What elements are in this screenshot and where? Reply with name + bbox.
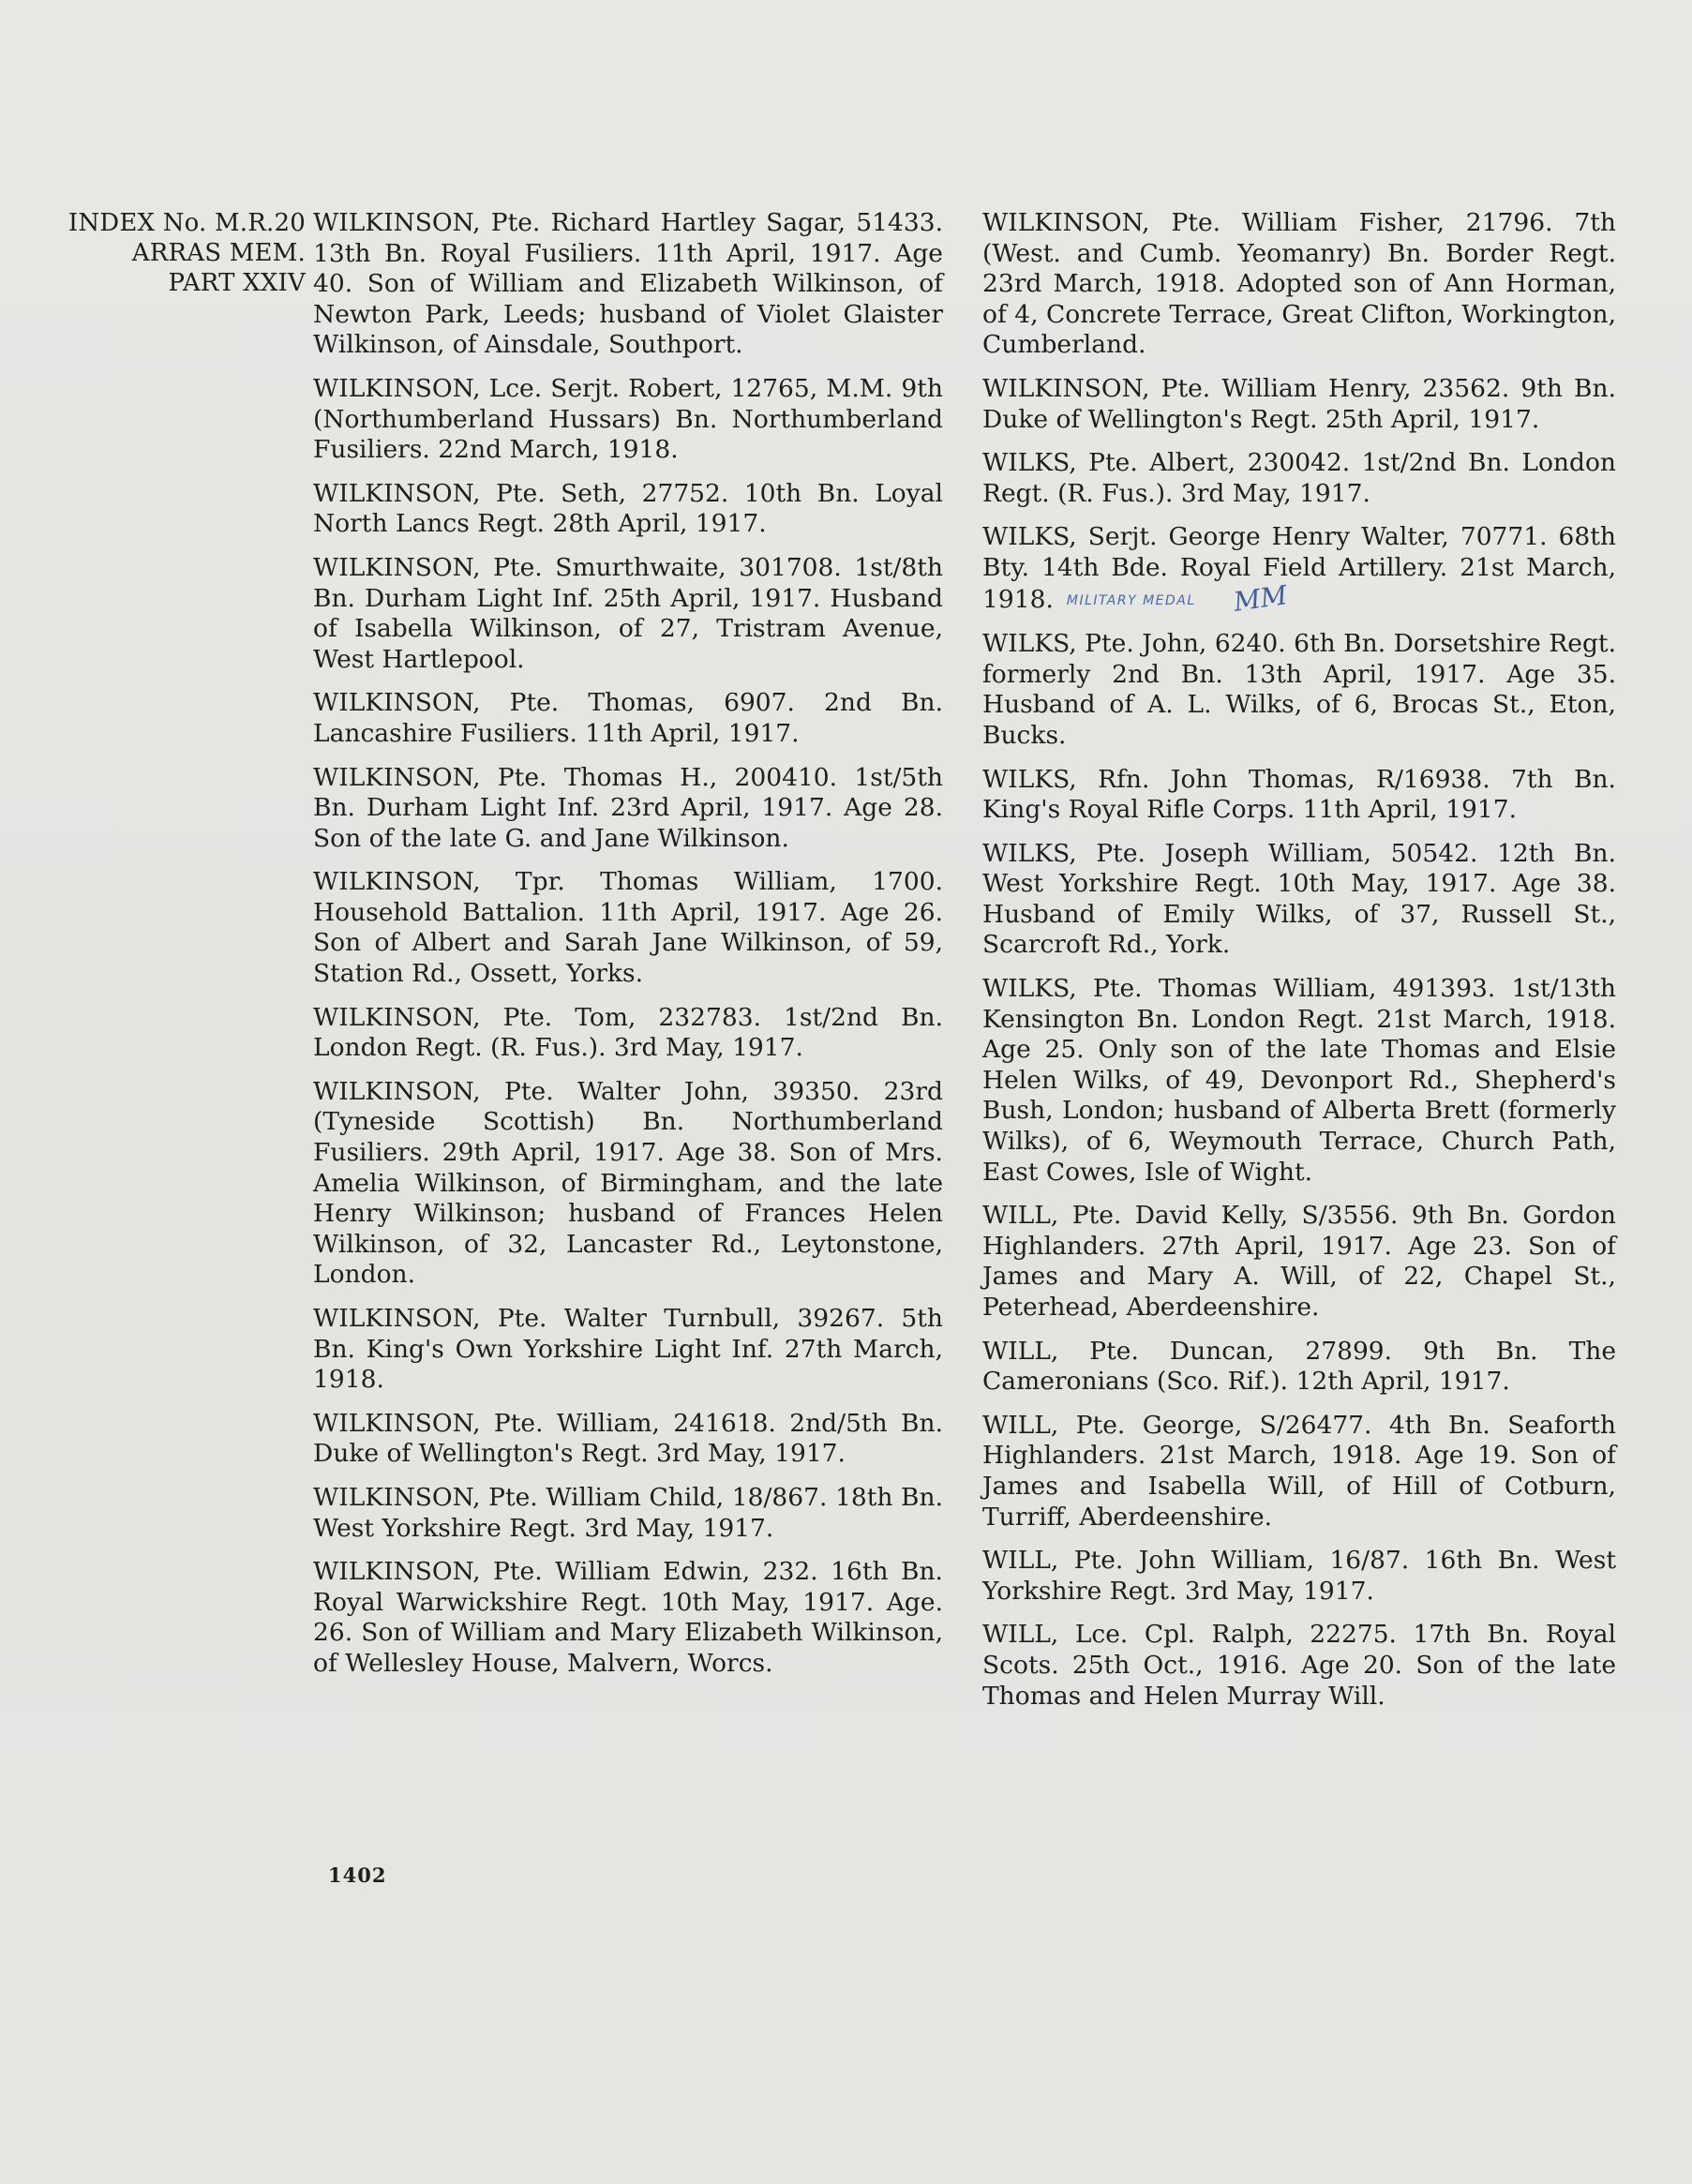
register-entry: WILL, Pte. David Kelly, S/3556. 9th Bn. Gordon Highlanders. 27th April, 1917. Age 23. Son of James and Mary A. Will, of 22, Chapel St., Peterhead, Aberdeenshire. [982,1201,1616,1322]
register-entry: WILKINSON, Lce. Serjt. Robert, 12765, M.M. 9th (Northumberland Hussars) Bn. Northumberland Fusiliers. 22nd March, 1918. [313,373,943,465]
entry-text: WILKS, Serjt. George Henry Walter, 70771. 68th Bty. 14th Bde. Royal Field Artillery. 21st March, 1918. [982,522,1616,614]
register-entry: WILL, Pte. Duncan, 27899. 9th Bn. The Cameronians (Sco. Rif.). 12th April, 1917. [982,1336,1616,1397]
handwritten-initials: MM [1231,578,1289,618]
register-entry: WILL, Lce. Cpl. Ralph, 22275. 17th Bn. Royal Scots. 25th Oct., 1916. Age 20. Son of the late Thomas and Helen Murray Will. [982,1620,1616,1711]
memorial-name: ARRAS MEM. [131,239,306,267]
index-reference [34,208,306,298]
register-entry: WILKINSON, Pte. William Edwin, 232. 16th Bn. Royal Warwickshire Regt. 10th May, 1917. Age. 26. Son of William and Mary Elizabeth Wilkinson, of Wellesley House, Malvern, Worcs. [313,1557,943,1678]
register-entry: WILKINSON, Pte. Richard Hartley Sagar, 51433. 13th Bn. Royal Fusiliers. 11th April, 1917. Age 40. Son of William and Elizabeth Wilkinson, of Newton Park, Leeds; husband of Violet Glaister Wilkinson, of Ainsdale, Southport. [313,208,943,360]
register-entry: WILKINSON, Pte. Thomas, 6907. 2nd Bn. Lancashire Fusiliers. 11th April, 1917. [313,688,943,748]
handwritten-note: MILITARY MEDAL [1066,592,1196,608]
index-number: INDEX No. M.R.20 [67,209,306,237]
register-entry: WILKINSON, Pte. Smurthwaite, 301708. 1st/8th Bn. Durham Light Inf. 25th April, 1917. Husband of Isabella Wilkinson, of 27, Tristram Avenue, West Hartlepool. [313,552,943,674]
register-entry: WILKS, Pte. Joseph William, 50542. 12th Bn. West Yorkshire Regt. 10th May, 1917. Age 38. Husband of Emily Wilks, of 37, Russell St., Scarcroft Rd., York. [982,838,1616,960]
register-entry: WILKS, Pte. John, 6240. 6th Bn. Dorsetshire Regt. formerly 2nd Bn. 13th April, 1917. Age 35. Husband of A. L. Wilks, of 6, Brocas St., Eton, Bucks. [982,629,1616,750]
register-entry: WILKINSON, Pte. William Henry, 23562. 9th Bn. Duke of Wellington's Regt. 25th April, 1917. [982,373,1616,434]
register-entry: WILL, Pte. George, S/26477. 4th Bn. Seaforth Highlanders. 21st March, 1918. Age 19. Son of James and Isabella Will, of Hill of Cotburn, Turriff, Aberdeenshire. [982,1410,1616,1532]
register-entry: WILL, Pte. John William, 16/87. 16th Bn. West Yorkshire Regt. 3rd May, 1917. [982,1546,1616,1606]
register-entry: WILKINSON, Pte. Walter Turnbull, 39267. 5th Bn. King's Own Yorkshire Light Inf. 27th March, 1918. [313,1304,943,1395]
register-entry: WILKINSON, Tpr. Thomas William, 1700. Household Battalion. 11th April, 1917. Age 26. Son of Albert and Sarah Jane Wilkinson, of 59, Station Rd., Ossett, Yorks. [313,867,943,989]
register-entry: WILKS, Pte. Albert, 230042. 1st/2nd Bn. London Regt. (R. Fus.). 3rd May, 1917. [982,448,1616,508]
left-column [313,208,943,1693]
register-entry: WILKINSON, Pte. William Child, 18/867. 18th Bn. West Yorkshire Regt. 3rd May, 1917. [313,1482,943,1543]
page-number: 1402 [328,1863,387,1887]
right-column [982,208,1616,1725]
register-entry: WILKINSON, Pte. Seth, 27752. 10th Bn. Loyal North Lancs Regt. 28th April, 1917. [313,478,943,539]
register-entry: WILKINSON, Pte. William, 241618. 2nd/5th Bn. Duke of Wellington's Regt. 3rd May, 1917. [313,1408,943,1469]
register-entry: WILKS, Rfn. John Thomas, R/16938. 7th Bn. King's Royal Rifle Corps. 11th April, 1917. [982,764,1616,825]
register-entry: WILKINSON, Pte. Thomas H., 200410. 1st/5th Bn. Durham Light Inf. 23rd April, 1917. Age 28. Son of the late G. and Jane Wilkinson. [313,762,943,853]
register-entry: WILKINSON, Pte. William Fisher, 21796. 7th (West. and Cumb. Yeomanry) Bn. Border Regt. 23rd March, 1918. Adopted son of Ann Horman, of 4, Concrete Terrace, Great Clifton, Workington, Cumberland. [982,208,1616,360]
register-entry: WILKINSON, Pte. Tom, 232783. 1st/2nd Bn. London Regt. (R. Fus.). 3rd May, 1917. [313,1002,943,1063]
part-number: PART XXIV [168,269,306,297]
register-entry-annotated [982,522,1616,616]
register-entry: WILKINSON, Pte. Walter John, 39350. 23rd (Tyneside Scottish) Bn. Northumberland Fusiliers. 29th April, 1917. Age 38. Son of Mrs. Amelia Wilkinson, of Birmingham, and the late Henry Wilkinson; husband of Frances Helen Wilkinson, of 32, Lancaster Rd., Leytonstone, London. [313,1076,943,1290]
register-entry: WILKS, Pte. Thomas William, 491393. 1st/13th Kensington Bn. London Regt. 21st March, 1918. Age 25. Only son of the late Thomas and Elsie Helen Wilks, of 49, Devonport Rd., Shepherd's Bush, London; husband of Alberta Brett (formerly Wilks), of 6, Weymouth Terrace, Church Path, East Cowes, Isle of Wight. [982,974,1616,1187]
